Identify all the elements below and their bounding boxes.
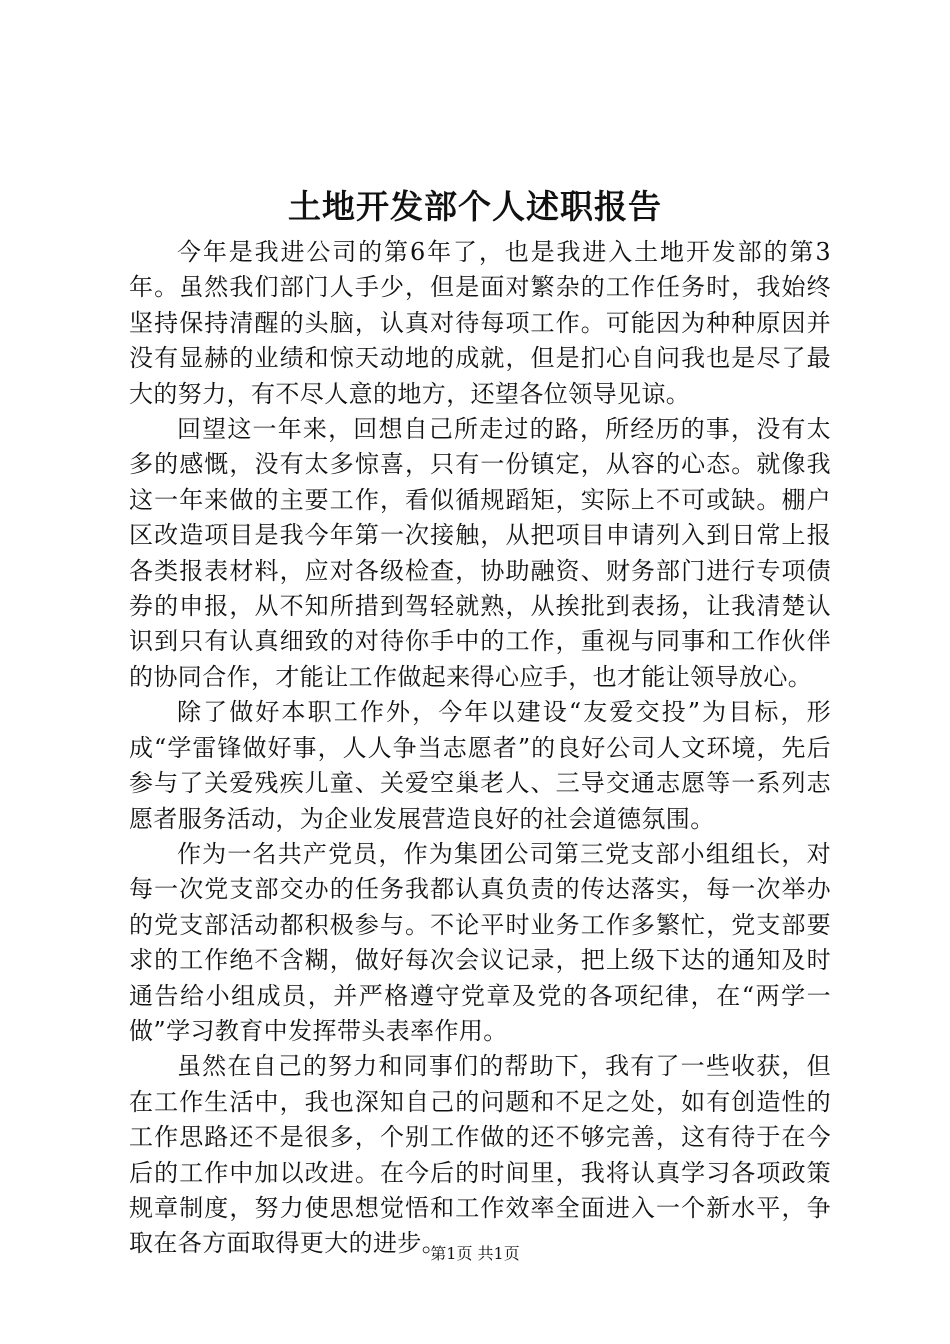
- page-footer: 第1页 共1页: [430, 1244, 520, 1263]
- paragraph-2: 回望这一年来，回想自己所走过的路，所经历的事，没有太多的感慨，没有太多惊喜，只有一份镇定，从容的心态。就像我这一年来做的主要工作，看似循规蹈矩，实际上不可或缺。棚户区改造项目是我今年第一次接触，从把项目申请列入到日常上报各类报表材料，应对各级检查，协助融资、财务部门进行专项债券的申报，从不知所措到驾轻就熟，从挨批到表扬，让我清楚认识到只有认真细致的对待你手中的工作，重视与同事和工作伙伴的协同合作，才能让工作做起来得心应手，也才能让领导放心。: [129, 415, 831, 691]
- paragraph-1: 今年是我进公司的第6年了，也是我进入土地开发部的第3年。虽然我们部门人手少，但是面对繁杂的工作任务时，我始终坚持保持清醒的头脑，认真对待每项工作。可能因为种种原因并没有显赫的业绩和惊天动地的成就，但是扪心自问我也是尽了最大的努力，有不尽人意的地方，还望各位领导见谅。: [129, 238, 831, 408]
- document-title: 土地开发部个人述职报告: [288, 187, 662, 226]
- paragraph-5: 虽然在自己的努力和同事们的帮助下，我有了一些收获，但在工作生活中，我也深知自己的问题和不足之处，如有创造性的工作思路还不是很多，个别工作做的还不够完善，这有待于在今后的工作中加以改进。在今后的时间里，我将认真学习各项政策规章制度，努力使思想觉悟和工作效率全面进入一个新水平，争取在各方面取得更大的进步。: [129, 1052, 831, 1258]
- paragraph-3: 除了做好本职工作外，今年以建设“友爱交投”为目标，形成“学雷锋做好事，人人争当志愿者”的良好公司人文环境，先后参与了关爱残疾儿童、关爱空巢老人、三导交通志愿等一系列志愿者服务活动，为企业发展营造良好的社会道德氛围。: [129, 698, 831, 833]
- paragraph-4: 作为一名共产党员，作为集团公司第三党支部小组组长，对每一次党支部交办的任务我都认真负责的传达落实，每一次举办的党支部活动都积极参与。不论平时业务工作多繁忙，党支部要求的工作绝不含糊，做好每次会议记录，把上级下达的通知及时通告给小组成员，并严格遵守党章及党的各项纪律，在“两学一做”学习教育中发挥带头表率作用。: [129, 839, 831, 1045]
- document-body: [129, 235, 831, 1262]
